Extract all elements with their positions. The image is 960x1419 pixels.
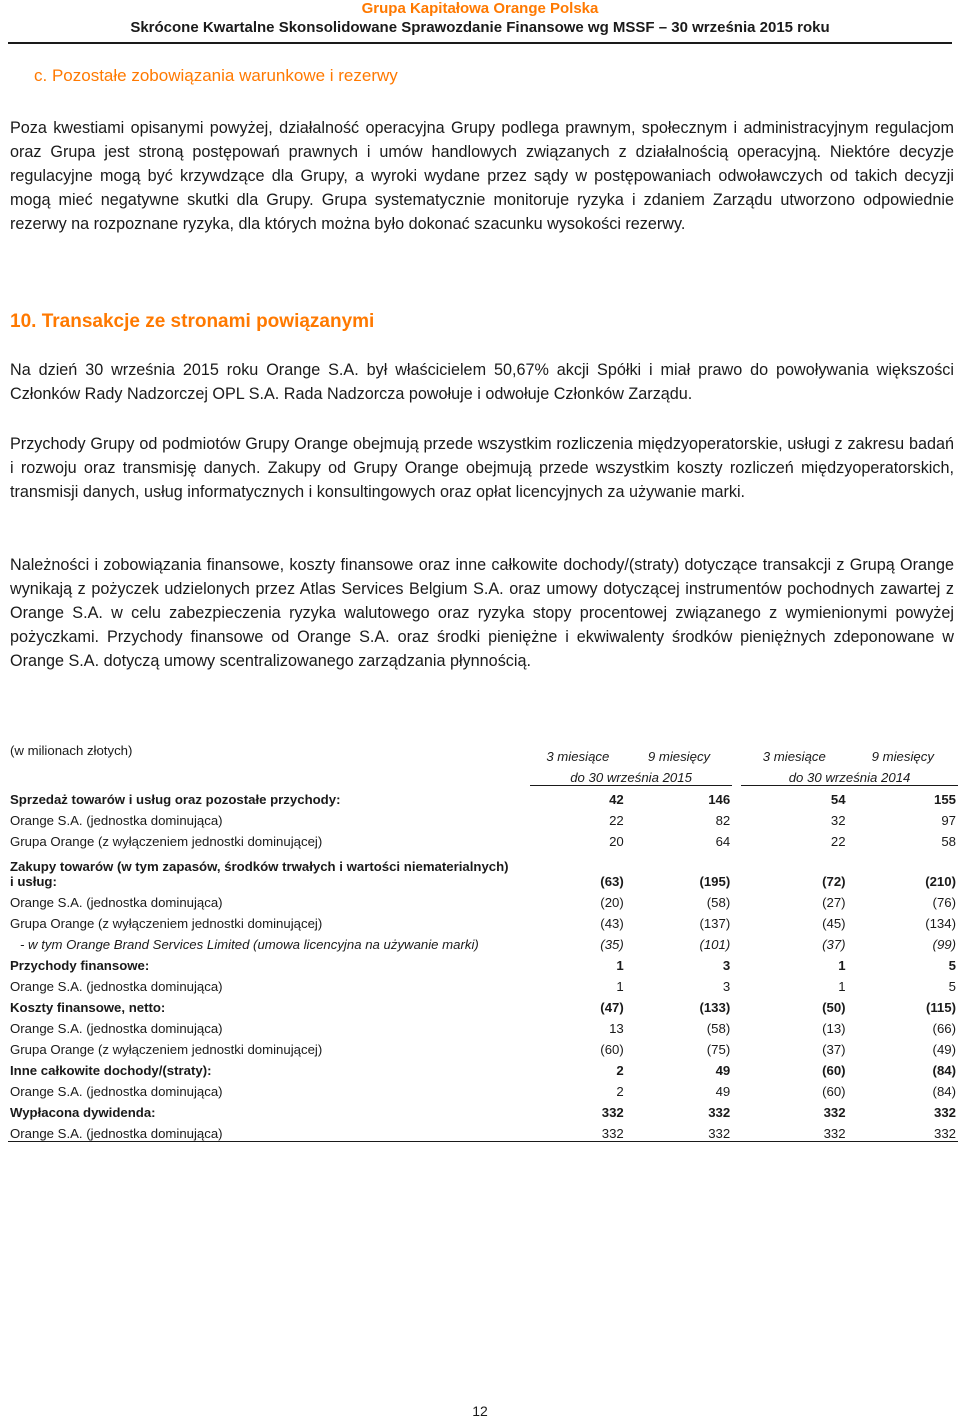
table-row: Sprzedaż towarów i usług oraz pozostałe przychody: 42 146 54 155: [10, 792, 956, 807]
related-party-table: [8, 743, 958, 1142]
company-header: Grupa Kapitałowa Orange Polska: [361, 0, 599, 17]
table-row: Wypłacona dywidenda: 332 332 332 332: [10, 1105, 956, 1120]
unit-label: (w milionach złotych): [10, 743, 133, 758]
page-number: 12: [472, 1403, 488, 1419]
col-header: 9 miesięcy: [871, 749, 934, 764]
col-header: 9 miesięcy: [647, 749, 711, 764]
col-header: 3 miesiące: [546, 749, 610, 764]
table-row: Inne całkowite dochody/(straty): 2 49 (60) (84): [10, 1063, 956, 1078]
table-row: Orange S.A. (jednostka dominująca) 332 332 332 332: [8, 1120, 958, 1142]
table-period-row: [8, 764, 958, 786]
period-2014: do 30 września 2014: [741, 764, 958, 786]
subsection-paragraph: Poza kwestiami opisanymi powyżej, działalność operacyjna Grupy podlega prawnym, społecznym i administracyjnym regulacjom oraz Grupa jest stroną postępowań prawnych i umów handlowych związanych z działalnością operacyjną. Niektóre decyzje regulacyjne mogą być krzywdzące dla Grupy, a wyroki wydane przez sądy w postępowaniach odwoławczych od takich decyzji mogą mieć negatywne skutki dla Grupy. Grupa systematycznie monitoruje ryzyka i zdaniem Zarządu utworzono odpowiednie rezerwy na rozpoznane ryzyka, dla których można było dokonać szacunku wysokości rezerwy.: [10, 119, 954, 233]
table-row: Grupa Orange (z wyłączeniem jednostki dominującej) (60) (75) (37) (49): [10, 1042, 956, 1057]
table-row: Koszty finansowe, netto: (47) (133) (50) (115): [10, 1000, 956, 1015]
table-row: Grupa Orange (z wyłączeniem jednostki dominującej) 20 64 22 58: [10, 834, 956, 849]
table-row: Grupa Orange (z wyłączeniem jednostki dominującej) (43) (137) (45) (134): [10, 916, 956, 931]
section-paragraph-2: Przychody Grupy od podmiotów Grupy Orange obejmują przede wszystkim rozliczenia międzyoperatorskie, usługi z zakresu badań i rozwoju oraz transmisję danych. Zakupy od Grupy Orange obejmują przede wszystkim koszty rozliczeń międzyoperatorskich, transmisji danych, usług informatycznych i konsultingowych oraz opłat licencyjnych za używanie marki.: [10, 435, 954, 501]
table-row: - w tym Orange Brand Services Limited (umowa licencyjna na używanie marki) (35) (101) (37) (99): [20, 937, 956, 952]
subsection-heading: c. Pozostałe zobowiązania warunkowe i rezerwy: [34, 66, 398, 85]
table-row: Orange S.A. (jednostka dominująca) 13 (58) (13) (66): [10, 1021, 956, 1036]
table-row: Orange S.A. (jednostka dominująca) 22 82 32 97: [10, 813, 956, 828]
col-header: 3 miesiące: [762, 749, 826, 764]
table-row: Orange S.A. (jednostka dominująca) 2 49 (60) (84): [10, 1084, 956, 1099]
table-row: Zakupy towarów (w tym zapasów, środków trwałych i wartości niematerialnych) i usług: (63) (195) (72) (210): [10, 859, 956, 889]
section-title: 10. Transakcje ze stronami powiązanymi: [10, 311, 375, 332]
table-row: Przychody finansowe: 1 3 1 5: [10, 958, 956, 973]
section-paragraph-3: Należności i zobowiązania finansowe, koszty finansowe oraz inne całkowite dochody/(straty) dotyczące transakcji z Grupą Orange wynikają z pożyczek udzielonych przez Atlas Services Belgium S.A. oraz umowy dotyczącej instrumentów pochodnych zawartej z Orange S.A. w celu zabezpieczenia ryzyka walutowego oraz ryzyka stopy procentowej związanego z wymienionymi powyżej pożyczkami. Przychody finansowe od Orange S.A. oraz środki pieniężne i ekwiwalenty środków pieniężnych zdeponowane w Orange S.A. dotyczą umowy scentralizowanego zarządzania płynnością.: [10, 556, 954, 670]
header-divider: [8, 42, 952, 44]
table-header-row: [8, 743, 958, 764]
period-2015: do 30 września 2015: [530, 764, 732, 786]
report-title: Skrócone Kwartalne Skonsolidowane Sprawozdanie Finansowe wg MSSF – 30 września 2015 roku: [130, 19, 830, 36]
table-row: Orange S.A. (jednostka dominująca) 1 3 1 5: [10, 979, 956, 994]
section-paragraph-1: Na dzień 30 września 2015 roku Orange S.A. był właścicielem 50,67% akcji Spółki i miał prawo do powoływania większości Członków Rady Nadzorczej OPL S.A. Rada Nadzorcza powołuje i odwołuje Członków Zarządu.: [10, 361, 954, 403]
table-row: Orange S.A. (jednostka dominująca) (20) (58) (27) (76): [10, 895, 956, 910]
